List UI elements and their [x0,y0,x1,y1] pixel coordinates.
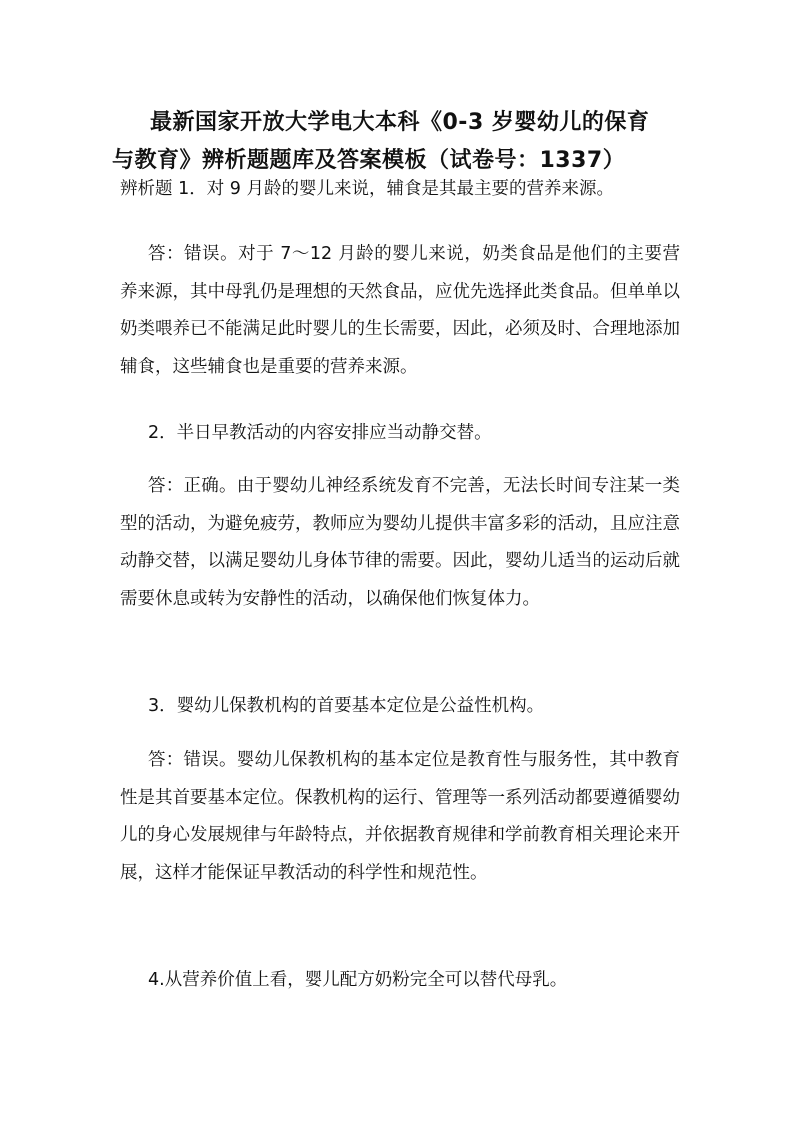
title-line-2: 与教育》辨析题题库及答案模板（试卷号：1337） [112,148,626,173]
question-4: 4.从营养价值上看，婴儿配方奶粉完全可以替代母乳。 [148,970,568,990]
question-3: 3．婴幼儿保教机构的首要基本定位是公益性机构。 [148,696,545,716]
answer-3: 答：错误。婴幼儿保教机构的基本定位是教育性与服务性，其中教育性是其首要基本定位。保教机构的运行、管理等一系列活动都要遵循婴幼儿的身心发展规律与年龄特点，并依据教育规律和学前教育相关理论来开展，这样才能保证早教活动的科学性和规范性。 [120,750,680,883]
question-2: 2．半日早教活动的内容安排应当动静交替。 [148,423,492,443]
document-title [112,104,692,180]
title-line-1: 最新国家开放大学电大本科《0-3 岁婴幼儿的保育 [150,110,650,135]
question-1: 辨析题 1．对 9 月龄的婴儿来说，辅食是其最主要的营养来源。 [120,179,614,199]
answer-2: 答：正确。由于婴幼儿神经系统发育不完善，无法长时间专注某一类型的活动，为避免疲劳，教师应为婴幼儿提供丰富多彩的活动，且应注意动静交替，以满足婴幼儿身体节律的需要。因此，婴幼儿适当的运动后就需要休息或转为安静性的活动，以确保他们恢复体力。 [120,476,680,609]
answer-1: 答：错误。对于 7～12 月龄的婴儿来说，奶类食品是他们的主要营养来源，其中母乳仍是理想的天然食品，应优先选择此类食品。但单单以奶类喂养已不能满足此时婴儿的生长需要，因此，必须及时、合理地添加辅食，这些辅食也是重要的营养来源。 [120,244,680,377]
